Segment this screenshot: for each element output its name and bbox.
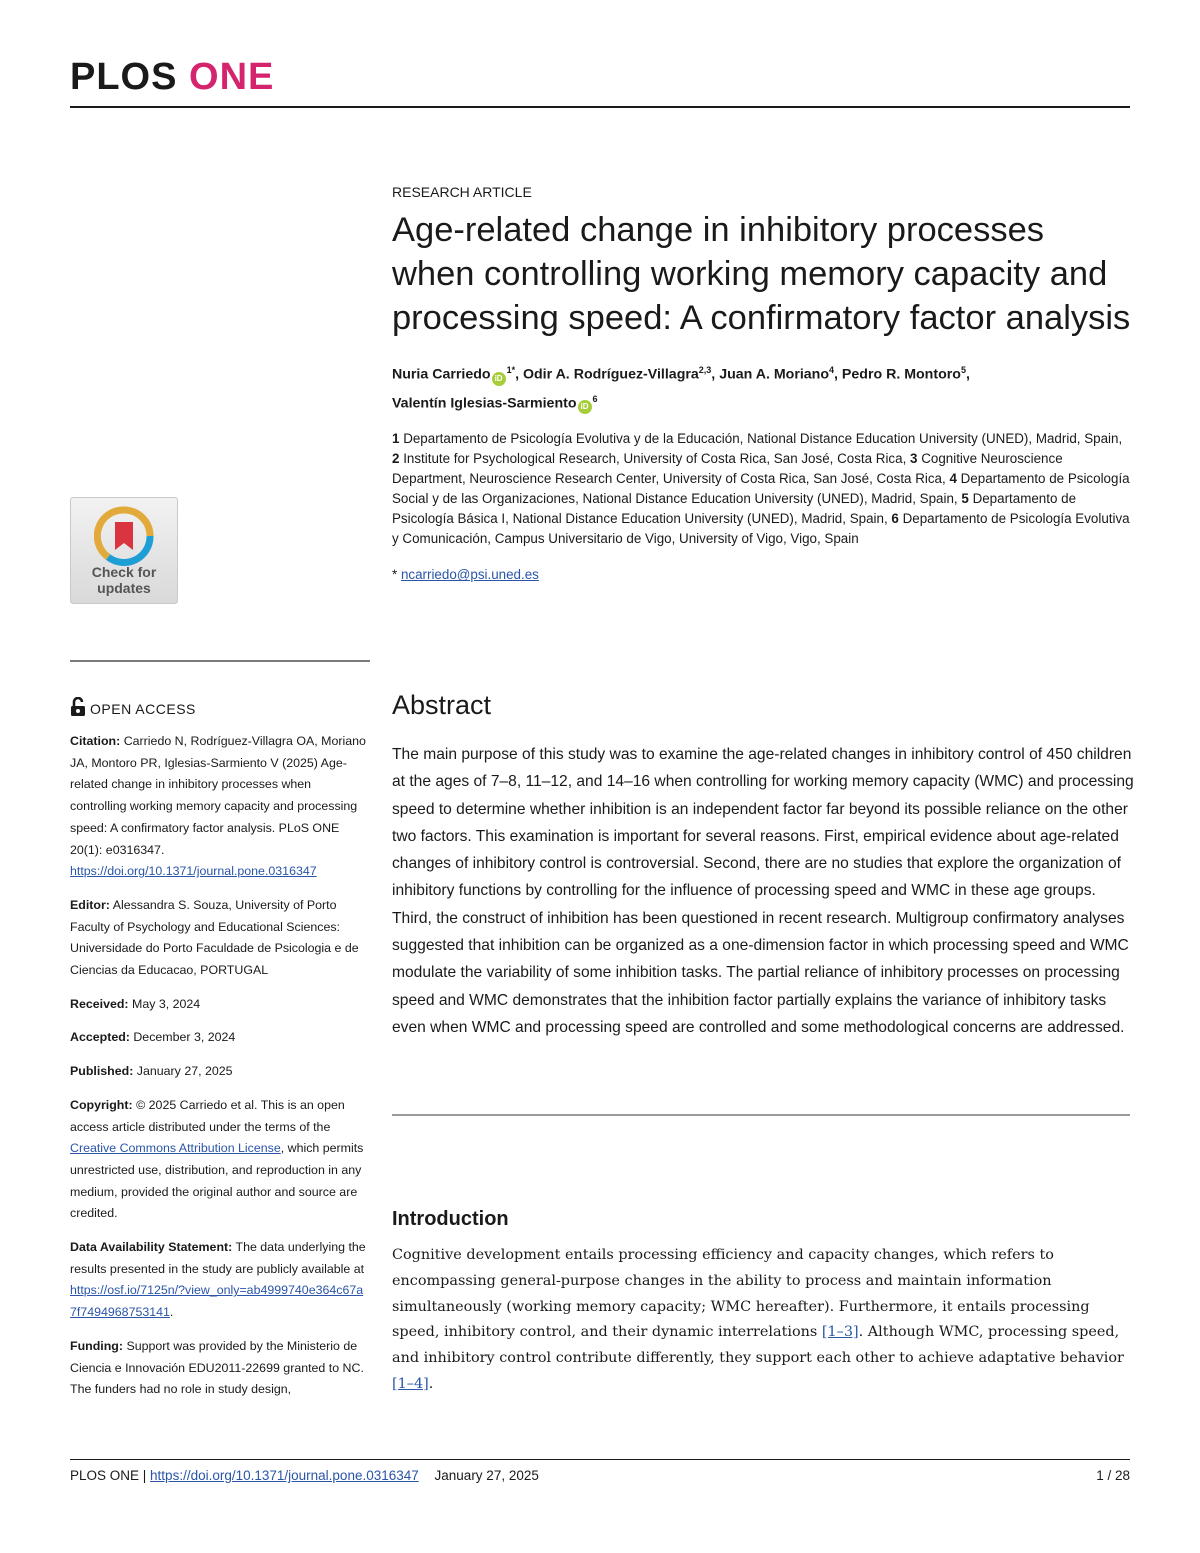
open-access-label	[70, 697, 196, 717]
footer-divider	[70, 1459, 1130, 1460]
author-affil-sup: 4	[829, 365, 835, 375]
copyright-label: Copyright:	[70, 1097, 133, 1112]
badge-text	[71, 564, 177, 596]
footer-journal: PLOS ONE |	[70, 1468, 147, 1483]
orcid-icon[interactable]: iD	[578, 400, 592, 414]
data-availability-label: Data Availability Statement:	[70, 1240, 233, 1255]
footer-date: January 27, 2025	[434, 1468, 539, 1483]
citation-text: Carriedo N, Rodríguez-Villagra OA, Moriano JA, Montoro PR, Iglesias-Sarmiento V (2025) Age-related change in inhibitory processes when controlling working memory capacity and processing speed: A confirmatory factor analysis. PLoS ONE 20(1): e0316347.	[70, 734, 366, 857]
email-star: *	[392, 567, 398, 583]
introduction-paragraph	[392, 1243, 1132, 1398]
citation-doi-link[interactable]: https://doi.org/10.1371/journal.pone.0316347	[70, 864, 317, 879]
affil-text: Departamento de Psicología Básica I, National Distance Education University (UNED), Madrid, Spain,	[392, 491, 1077, 527]
affil-text: Departamento de Psicología Social y de las Organizaciones, National Distance Education University (UNED), Madrid, Spain,	[392, 471, 1130, 507]
accepted-block	[70, 1027, 366, 1049]
page-footer	[70, 1468, 539, 1483]
data-availability-block	[70, 1237, 366, 1324]
corresponding-mark: *	[511, 365, 516, 375]
logo-plos: PLOS	[70, 56, 178, 98]
accepted-label: Accepted:	[70, 1030, 130, 1045]
affil-text: Cognitive Neuroscience Department, Neuroscience Research Center, University of Costa Rica, San José, Costa Rica,	[392, 451, 1063, 487]
author-name[interactable]: Juan A. Moriano	[719, 366, 830, 383]
corresponding-email	[392, 567, 1132, 582]
page-number: 1 / 28	[1096, 1468, 1130, 1483]
orcid-icon[interactable]: iD	[492, 372, 506, 386]
data-availability-end: .	[169, 1305, 174, 1320]
author-list: Nuria Carriedo $iD^{1*}$, Odir A. Rodríguez-Villagra$^{2,3}$, Juan A. Moriano$^4$, Pedro R. Montoro$^5$, Valentín Iglesias-Sarmiento $iD^6$	[392, 358, 1132, 415]
affil-number: 3	[910, 451, 918, 467]
footer-doi-link[interactable]: https://doi.org/10.1371/journal.pone.0316347	[150, 1468, 419, 1483]
received-date: May 3, 2024	[132, 996, 201, 1011]
editor-text: Alessandra S. Souza, University of Porto Faculty of Psychology and Educational Sciences: Universidade do Porto Faculdade de Psicologia e de Ciencias da Educacao, PORTUGAL	[70, 897, 359, 978]
open-access-text: OPEN ACCESS	[90, 701, 196, 717]
sidebar-divider	[70, 660, 370, 662]
introduction-heading: Introduction	[392, 1208, 509, 1230]
affil-number: 6	[891, 511, 899, 527]
abstract-heading: Abstract	[392, 690, 492, 720]
copyright-text-1: © 2025 Carriedo et al. This is an open access article distributed under the terms of the	[70, 1097, 345, 1134]
published-block	[70, 1061, 366, 1083]
received-block	[70, 994, 366, 1016]
article-type: RESEARCH ARTICLE	[392, 184, 532, 200]
author-affil-sup: 5	[960, 365, 966, 375]
email-link[interactable]: ncarriedo@psi.uned.es	[400, 567, 539, 583]
affil-number: 2	[392, 451, 400, 467]
author-name[interactable]: Valentín Iglesias-Sarmiento	[392, 395, 577, 412]
funding-text: Support was provided by the Ministerio de Ciencia e Innovación EDU2011-22699 granted to NC. The funders had no role in study design,	[70, 1338, 364, 1397]
editor-block	[70, 895, 366, 982]
data-availability-link[interactable]: https://osf.io/7125n/?view_only=ab4999740e364c67a7f7494968753141	[70, 1283, 364, 1320]
badge-line-2: updates	[97, 580, 151, 596]
affil-number: 4	[949, 471, 957, 487]
editor-label: Editor:	[70, 897, 110, 912]
published-label: Published:	[70, 1064, 134, 1079]
citation-link[interactable]: [1–3]	[821, 1324, 859, 1341]
journal-logo[interactable]	[70, 56, 274, 99]
published-date: January 27, 2025	[136, 1064, 233, 1079]
abstract-divider	[392, 1114, 1130, 1116]
copyright-block	[70, 1095, 366, 1225]
article-header	[392, 184, 1132, 582]
citation-block	[70, 731, 366, 883]
intro-text-3: .	[428, 1375, 434, 1392]
abstract-text: The main purpose of this study was to examine the age-related changes in inhibitory control of 450 children at the ages of 7–8, 11–12, and 14–16 when controlling for working memory capacity (WMC) and processing speed to determine whether inhibition is an independent factor far beyond its possible reliance on the other two factors. This examination is important for several reasons. First, empirical evidence about age-related changes of inhibitory control is controversial. Second, there are no studies that explore the organization of inhibitory functions by controlling for the influence of processing speed and WMC in these age groups. Third, the construct of inhibition has been questioned in recent research. Multigroup confirmatory analyses suggested that inhibition can be organized as a one-dimension factor in which processing speed and WMC modulate the variability of some inhibition tasks. The partial reliance of inhibitory processes on processing speed and WMC demonstrates that the inhibition factor partially explains the variance of inhibitory tasks even when WMC and processing speed are controlled and some methodological concerns are addressed.	[392, 746, 1134, 1036]
affiliations	[392, 429, 1132, 549]
author-affil-sup: 1	[506, 365, 512, 375]
header-divider	[70, 106, 1130, 108]
affil-number: 5	[961, 491, 969, 507]
check-for-updates-icon	[94, 506, 154, 566]
author-name[interactable]: Odir A. Rodríguez-Villagra	[522, 366, 699, 383]
logo-one: ONE	[189, 56, 275, 98]
affil-number: 1	[392, 431, 400, 447]
citation-label: Citation:	[70, 734, 121, 748]
check-for-updates-badge[interactable]	[70, 497, 178, 604]
open-lock-icon	[70, 697, 86, 717]
article-info-sidebar	[70, 731, 366, 1413]
affil-text: Departamento de Psicología Evolutiva y Comunicación, Campus Universitario de Vigo, University of Vigo, Vigo, Spain	[392, 511, 1130, 547]
author-name[interactable]: Pedro R. Montoro	[841, 366, 961, 383]
author-name[interactable]: Nuria Carriedo	[392, 366, 491, 383]
received-label: Received:	[70, 996, 129, 1011]
data-availability-text: The data underlying the results presented in the study are publicly available at	[70, 1240, 366, 1276]
affil-text: Institute for Psychological Research, University of Costa Rica, San José, Costa Rica,	[403, 451, 907, 467]
badge-line-1: Check for	[91, 564, 157, 580]
intro-text-1: Cognitive development entails processing efficiency and capacity changes, which refers to encompassing general-purpose changes in the ability to process and maintain information simultaneously (working memory capacity; WMC hereafter). Furthermore, it entails processing speed, inhibitory control, and their dynamic interrelations	[392, 1247, 1090, 1341]
funding-label: Funding:	[70, 1338, 123, 1353]
accepted-date: December 3, 2024	[133, 1030, 236, 1045]
citation-link[interactable]: [1–4]	[392, 1375, 429, 1392]
author-affil-sup: 6	[592, 393, 598, 404]
copyright-text-2: , which permits unrestricted use, distribution, and reproduction in any medium, provided the original author and source are credited.	[70, 1141, 364, 1221]
article-title: Age-related change in inhibitory processes when controlling working memory capacity and processing speed: A confirmatory factor analysis	[392, 211, 1131, 337]
license-link[interactable]: Creative Commons Attribution License	[70, 1141, 281, 1156]
funding-block	[70, 1336, 366, 1401]
affil-text: Departamento de Psicología Evolutiva y de la Educación, National Distance Education University (UNED), Madrid, Spain,	[403, 431, 1123, 447]
intro-text-2: . Although WMC, processing speed, and inhibitory control contribute differently, they support each other to achieve adaptative behavior	[392, 1324, 1124, 1367]
author-affil-sup: 2,3	[698, 365, 712, 375]
